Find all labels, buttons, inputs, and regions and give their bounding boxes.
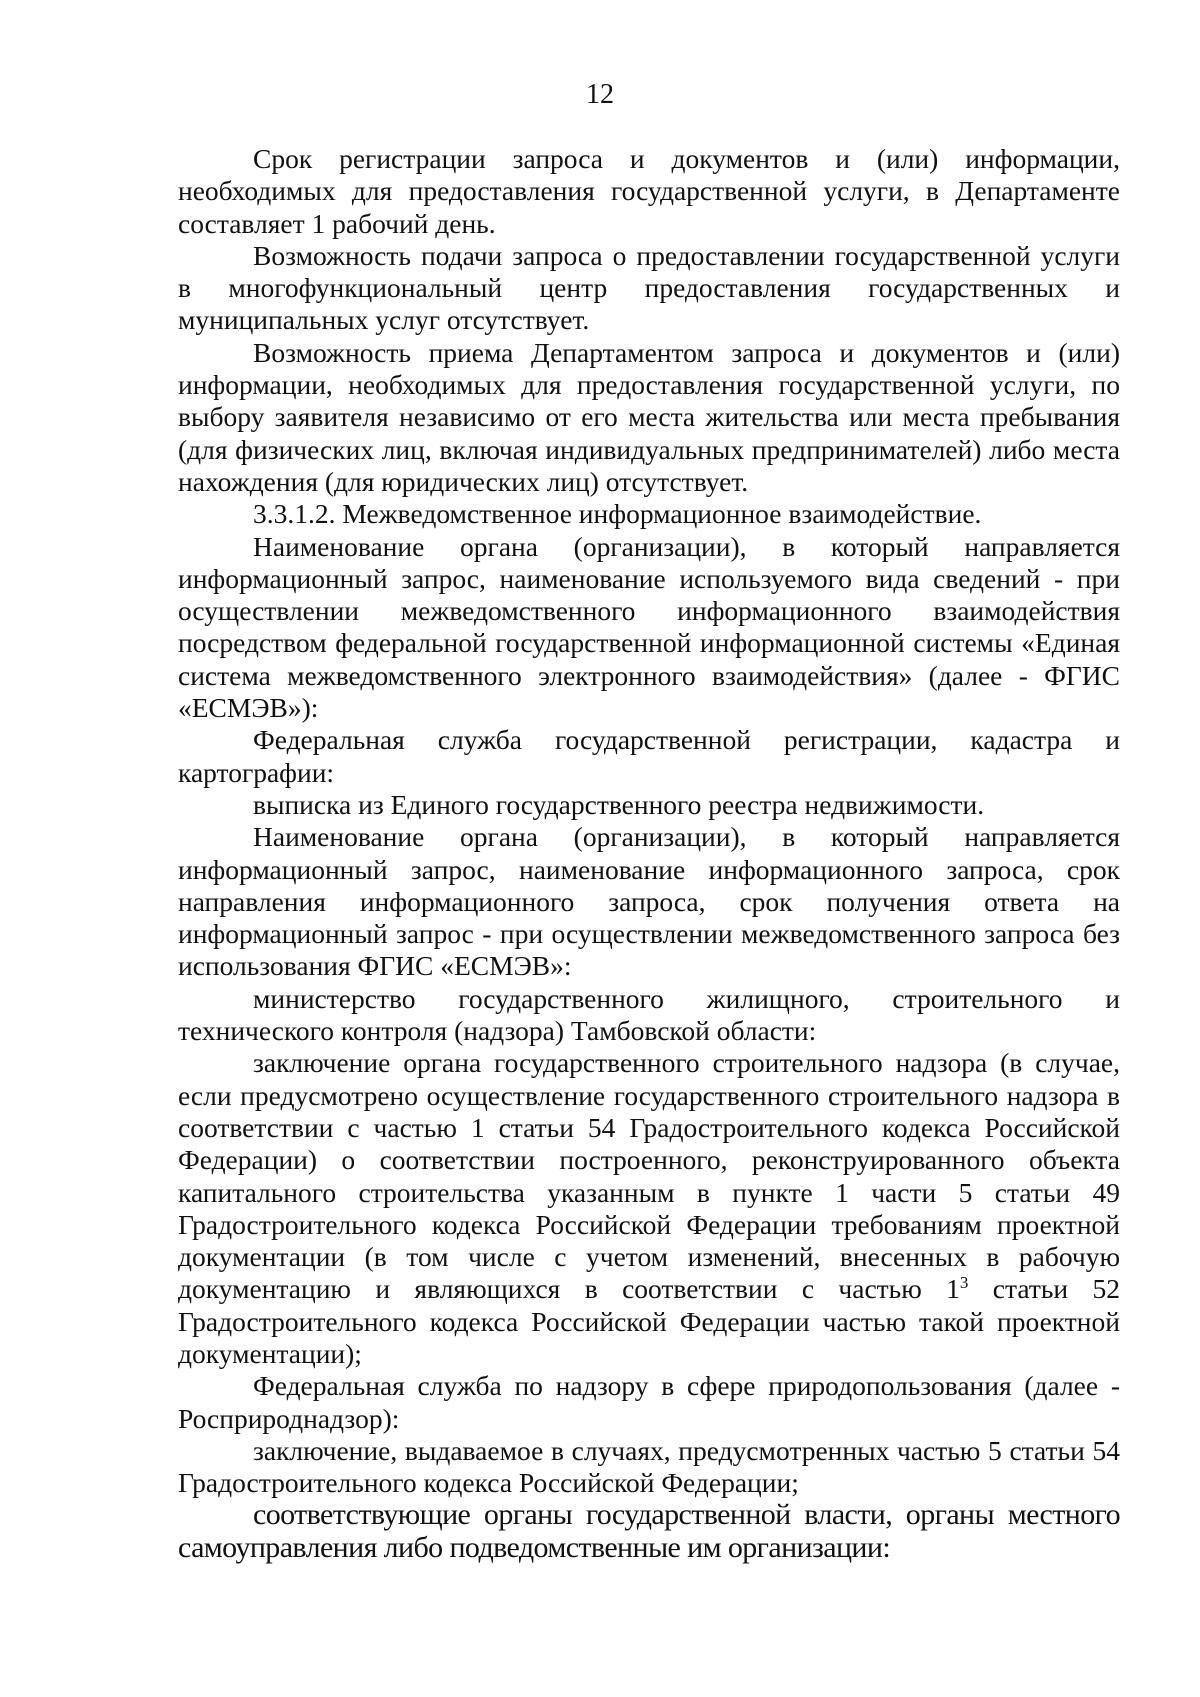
paragraph-smev-request: Наименование органа (организации), в который направляется информационный запрос, наименование используемого вида сведений - при осуществлении межведомственного информационного взаимодействия посредством федеральной государственной информационной системы «Единая система межведомственного электронного взаимодействия» (далее - ФГИС «ЕСМЭВ»): <box>178 530 1120 724</box>
paragraph-egrn-extract: выписка из Единого государственного реестра недвижимости. <box>253 788 985 820</box>
paragraph-rosprirodnadzor: Федеральная служба по надзору в сфере природопользования (далее - Росприроднадзор): <box>178 1370 1120 1434</box>
document-body <box>178 143 1120 1564</box>
gsn-text-after: статьи 52 Градостроительного кодекса Российской Федерации частью такой проектной документации); <box>178 1273 1120 1369</box>
paragraph-registration-term: Срок регистрации запроса и документов и (или) информации, необходимых для предоставления государственной услуги, в Департаменте составляет 1 рабочий день. <box>178 143 1120 239</box>
paragraph-mfc-submission: Возможность подачи запроса о предоставлении государственной услуги в многофункциональный центр предоставления государственных и муниципальных услуг отсутствует. <box>178 239 1120 336</box>
gsn-text-before: заключение органа государственного строительного надзора (в случае, если предусмотрено осуществление государственного строительного надзора в соответствии с частью 1 статьи 54 Градостроительного кодекса Российской Федерации) о соответствии построенного, реконструированного объекта капитального строительства указанным в пункте 1 части 5 статьи 49 Градостроительного кодекса Российской Федерации требованиям проектной документации (в том числе с учетом изменений, внесенных в рабочую документацию и являющихся в соответствии с частью 1 <box>178 1047 1120 1305</box>
paragraph-authorities: соответствующие органы государственной власти, органы местного самоуправления либо подведомственные им организации: <box>178 1498 1120 1564</box>
page-number: 12 <box>586 79 614 110</box>
paragraph-non-smev-request: Наименование органа (организации), в который направляется информационный запрос, наименование информационного запроса, срок направления информационного запроса, срок получения ответа на информационный запрос - при осуществлении межведомственного запроса без использования ФГИС «ЕСМЭВ»: <box>178 821 1120 982</box>
paragraph-rosreestr: Федеральная служба государственной регистрации, кадастра и картографии: <box>178 724 1120 788</box>
paragraph-conclusion-cases: заключение, выдаваемое в случаях, предусмотренных частью 5 статьи 54 Градостроительного кодекса Российской Федерации; <box>178 1434 1120 1499</box>
paragraph-extraterritorial: Возможность приема Департаментом запроса и документов и (или) информации, необходимых для предоставления государственной услуги, по выбору заявителя независимо от его места жительства или места пребывания (для физических лиц, включая индивидуальных предпринимателей) либо места нахождения (для юридических лиц) отсутствует. <box>178 336 1120 497</box>
paragraph-gsn-conclusion <box>178 1047 1120 1370</box>
gsn-superscript: 3 <box>959 1273 969 1293</box>
section-heading-3-3-1-2: 3.3.1.2. Межведомственное информационное взаимодействие. <box>253 498 982 530</box>
paragraph-ministry: министерство государственного жилищного, строительного и технического контроля (надзора) Тамбовской области: <box>178 982 1120 1047</box>
